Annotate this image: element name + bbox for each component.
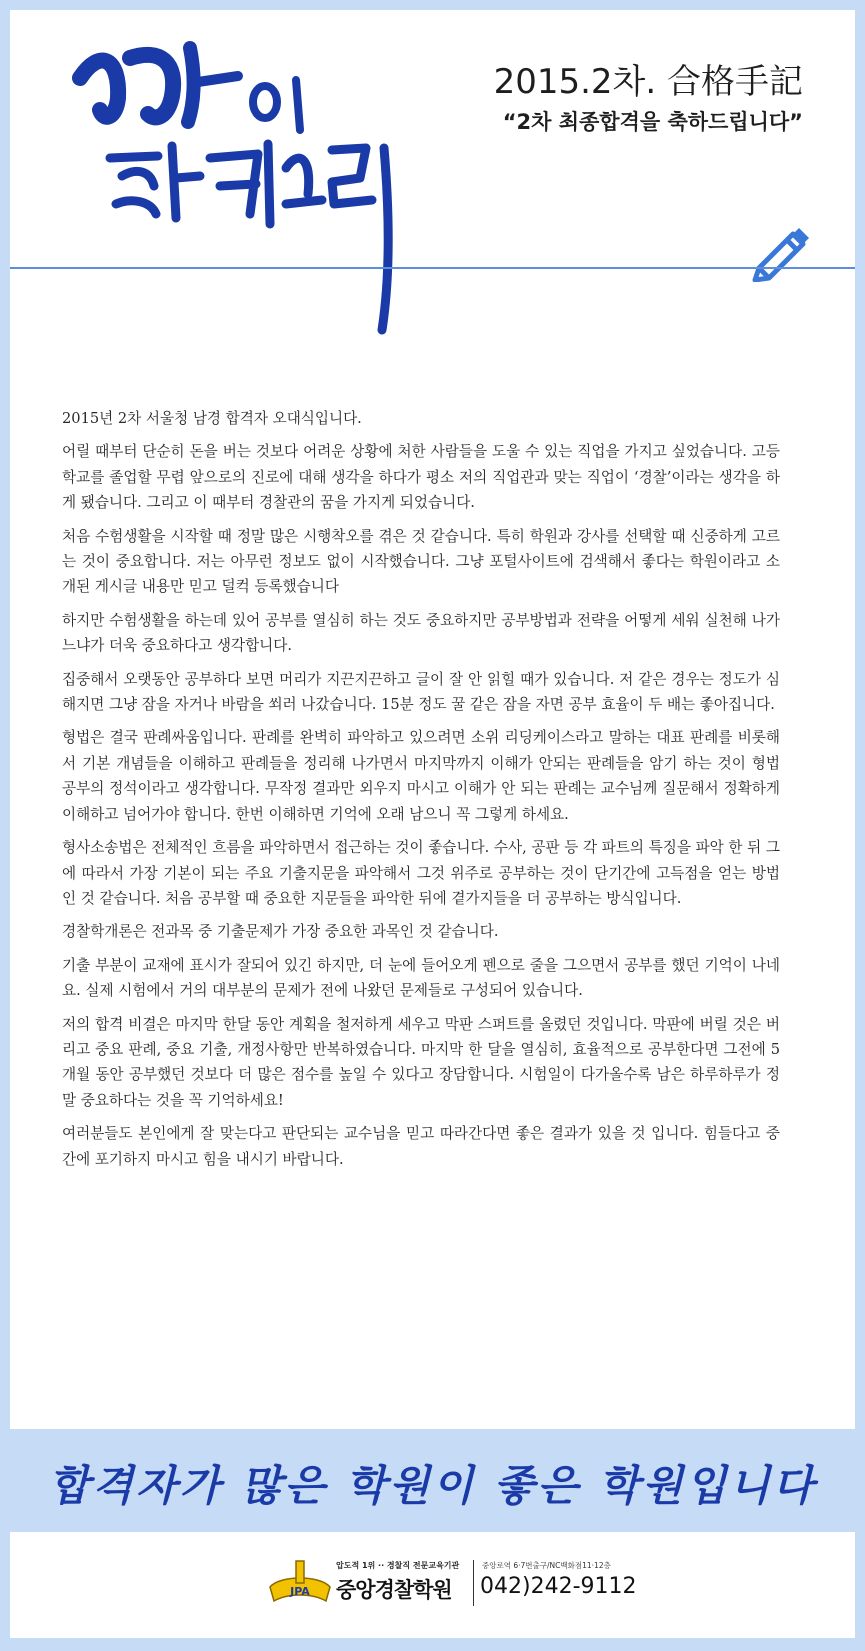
page-title: 2015.2차. 合格手記 [493,62,803,102]
slogan-banner [0,1429,865,1532]
paragraph: 처음 수험생활을 시작할 때 정말 많은 시행착오를 겪은 것 같습니다. 특히 학원과 강사를 선택할 때 신중하게 고르는 것이 중요합니다. 저는 아무런 정보도 없이 시작했습니다. 그냥 포털사이트에 검색해서 좋다는 학원이라고 소개된 게시글 내용만 믿고 덜컥 등록했습니다 [62,527,780,596]
paragraph: 형사소송법은 전체적인 흐름을 파악하면서 접근하는 것이 좋습니다. 수사, 공판 등 각 파트의 특징을 파악 한 뒤 그에 따라서 가장 기본이 되는 주요 기출지문을 파악해서 그것 위주로 공부하는 것이 단기간에 고득점을 얻는 방법인 것 같습니다. 처음 공부할 때 중요한 지문들을 파악한 뒤에 곁가지들을 더 공부하는 방식입니다. [62,839,780,907]
pencil-icon [749,218,813,282]
paragraph: 2015년 2차 서울청 남경 합격자 오대식입니다. [62,410,362,427]
svg-text:JPA: JPA [290,1585,310,1598]
paragraph: 어릴 때부터 단순히 돈을 버는 것보다 어려운 상황에 처한 사람들을 도울 수 있는 직업을 가지고 싶었습니다. 고등학교를 졸업할 무렵 앞으로의 진로에 대해 생각을 하다가 평소 저의 직업관과 맞는 직업이 ‘경찰’이라는 생각을 하게 됐습니다. 그리고 이 때부터 경찰관의 꿈을 가지게 되었습니다. [62,443,780,512]
footer-phone: 042)242-9112 [480,1574,637,1599]
paragraph: 저의 합격 비결은 마지막 한달 동안 계획을 철저하게 세우고 막판 스퍼트를 올렸던 것입니다. 막판에 버릴 것은 버리고 중요 판례, 중요 기출, 개정사항만 반복하였습니다. 마지막 한 달을 열심히, 효율적으로 공부한다면 그전에 5개월 동안 공부했던 것보다 더 많은 점수를 높일 수 있다고 장담합니다. 시험일이 다가올수록 남은 하루하루가 정말 중요하다는 것을 꼭 기억하세요! [62,1015,780,1109]
page-subtitle: “2차 최종합격을 축하드립니다” [502,110,803,134]
slogan-text: 합격자가 많은 학원이 좋은 학원입니다 [48,1461,817,1510]
header-divider [10,267,855,269]
footer-address: 중앙로역 6·7번출구/NC백화점11·12층 [482,1561,611,1570]
jpa-badge-icon [268,1557,332,1609]
academy-name: 중앙경찰학원 [336,1578,452,1602]
brand-logo [60,18,420,358]
paragraph: 하지만 수험생활을 하는데 있어 공부를 열심히 하는 것도 중요하지만 공부방법과 전략을 어떻게 세워 실천해 나가느냐가 더욱 중요하다고 생각합니다. [62,611,780,655]
paragraph: 여러분들도 본인에게 잘 맞는다고 판단되는 교수님을 믿고 따라간다면 좋은 결과가 있을 것 입니다. 힘들다고 중간에 포기하지 마시고 힘을 내시기 바랍니다. [62,1125,780,1168]
paragraph: 형법은 결국 판례싸움입니다. 판례를 완벽히 파악하고 있으려면 소위 리딩케이스라고 말하는 대표 판례를 비롯해서 기본 개념들을 이해하고 판례들을 정리해 나가면서 마지막까지 이해가 안되는 판례들을 암기 하는 것이 형법 공부의 정석이라고 생각합니다. 무작정 결과만 외우지 마시고 이해가 안 되는 판례는 교수님께 질문해서 정확하게 이해하고 넘어가야 합니다. 한번 이해하면 기억에 오래 남으니 꼭 그렇게 하세요. [62,729,780,823]
paragraph: 집중해서 오랫동안 공부하다 보면 머리가 지끈지끈하고 글이 잘 안 읽힐 때가 있습니다. 저 같은 경우는 정도가 심해지면 그냥 잠을 자거나 바람을 쐬러 나갔습니다. 15분 정도 꿀 같은 잠을 자면 공부 효율이 두 배는 좋아집니다. [62,670,780,714]
footer-divider [473,1560,474,1606]
testimonial-body [62,406,780,1180]
footer [10,1532,855,1638]
footer-tagline: 압도적 1위 ·· 경찰직 전문교육기관 [336,1561,460,1570]
paragraph: 기출 부분이 교재에 표시가 잘되어 있긴 하지만, 더 눈에 들어오게 펜으로 줄을 그으면서 공부를 했던 기억이 나네요. 실제 시험에서 거의 대부분의 문제가 전에 나왔던 문제들로 구성되어 있습니다. [62,956,780,1000]
paragraph: 경찰학개론은 전과목 중 기출문제가 가장 중요한 과목인 것 같습니다. [62,923,499,941]
